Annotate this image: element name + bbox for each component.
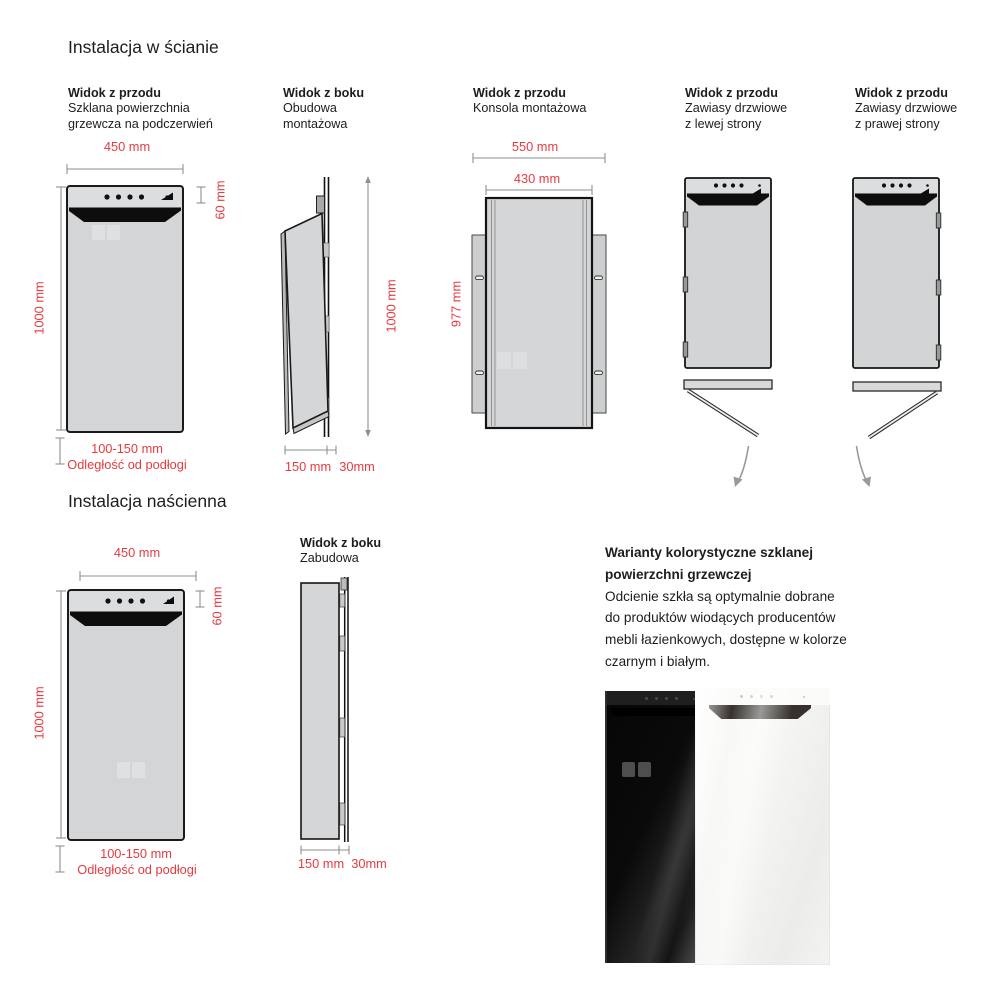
dim-label-height-surface: 1000 mm: [31, 686, 47, 740]
dim-label-floor-caption-surface: Odległość od podłogi: [77, 862, 197, 877]
dim-height: [365, 176, 371, 437]
dim-inner-width: [486, 185, 592, 195]
dim-label-depth-builtin: 150 mm: [297, 856, 345, 871]
dim-depth: [285, 446, 336, 455]
dim-floor: [56, 846, 65, 872]
dim-label-floor-wall: 100-150 mm: [91, 441, 163, 456]
view-subtitle: z lewej strony: [685, 116, 762, 131]
view-subtitle: Obudowa: [283, 101, 337, 116]
color-variants-block: [605, 542, 915, 673]
dim-height: [56, 187, 66, 430]
section-title-surface: Instalacja naścienna: [68, 491, 227, 511]
door-opening-left: [684, 380, 772, 487]
variants-heading: Warianty kolorystyczne szklanej: [605, 545, 814, 560]
view-subtitle: grzewcza na podczerwień: [68, 116, 213, 131]
dim-label-depth-housing: 150 mm: [284, 459, 332, 474]
view-heading-hinges-right: [855, 86, 957, 132]
dim-outer-width: [473, 153, 605, 163]
dim-top-60: [196, 591, 205, 607]
view-heading-side-builtin: [300, 536, 381, 567]
dim-label-top-surface: 60 mm: [209, 586, 225, 626]
variants-heading: powierzchni grzewczej: [605, 566, 752, 582]
view-title: Widok z przodu: [685, 86, 778, 100]
dim-label-height-wall: 1000 mm: [31, 281, 47, 335]
dim-label-height-console: 977 mm: [448, 280, 464, 328]
drawing-side-view-builtin: [301, 577, 349, 855]
door-opening-right: [853, 382, 941, 487]
view-subtitle: Zawiasy drzwiowe: [685, 101, 788, 116]
dim-depth: [301, 846, 349, 855]
heater-panel-front: [67, 186, 183, 432]
dim-label-width-wall: 450 mm: [103, 139, 151, 154]
dim-label-height-housing: 1000 mm: [383, 279, 399, 333]
view-subtitle: montażowa: [283, 116, 348, 131]
dim-floor: [56, 438, 65, 464]
view-title: Widok z przodu: [68, 86, 161, 100]
dim-label-width-surface: 450 mm: [113, 545, 161, 560]
dim-width: [67, 164, 183, 174]
view-subtitle: z prawej strony: [855, 116, 940, 131]
variants-body: mebli łazienkowych, dostępne w kolorze: [605, 632, 847, 648]
view-heading-front-glass: [68, 86, 213, 132]
view-subtitle: Konsola montażowa: [473, 101, 587, 116]
product-photo-white-panel: [695, 688, 830, 965]
drawing-hinges-left: [683, 178, 772, 487]
view-title: Widok z przodu: [473, 86, 566, 100]
dim-label-inner-console: 430 mm: [513, 171, 561, 186]
heater-panel-front: [68, 590, 184, 840]
drawing-front-view-surface: [56, 571, 205, 872]
dim-label-floor-surface: 100-150 mm: [100, 846, 172, 861]
drawing-hinges-right: [853, 178, 941, 487]
drawing-mounting-console: [472, 153, 606, 428]
view-heading-console: [473, 86, 586, 117]
dim-height: [56, 591, 66, 838]
view-subtitle: Zabudowa: [300, 551, 359, 566]
dim-label-top-wall: 60 mm: [212, 180, 228, 220]
dim-width: [80, 571, 196, 581]
section-title-wall: Instalacja w ścianie: [68, 37, 219, 57]
view-title: Widok z przodu: [855, 86, 948, 100]
dim-label-floor-caption-wall: Odległość od podłogi: [67, 457, 187, 472]
drawing-side-view-housing: [281, 176, 371, 455]
view-title: Widok z boku: [300, 536, 382, 550]
gloss-reflection: [695, 688, 830, 965]
dim-label-gap-builtin: 30mm: [351, 856, 387, 871]
drawing-front-view-wall: [56, 164, 206, 464]
dim-label-outer-console: 550 mm: [511, 139, 559, 154]
variants-body: czarnym i białym.: [605, 653, 710, 669]
view-subtitle: Zawiasy drzwiowe: [855, 101, 958, 116]
view-subtitle: Szklana powierzchnia: [68, 101, 190, 116]
variants-body: Odcienie szkła są optymalnie dobrane: [605, 588, 835, 604]
view-title: Widok z boku: [283, 86, 365, 100]
view-heading-hinges-left: [685, 86, 787, 132]
dim-label-gap-housing: 30mm: [339, 459, 375, 474]
view-heading-side-housing: [283, 86, 364, 132]
variants-body: do produktów wiodących producentów: [605, 610, 836, 626]
dim-top-60: [197, 187, 206, 203]
